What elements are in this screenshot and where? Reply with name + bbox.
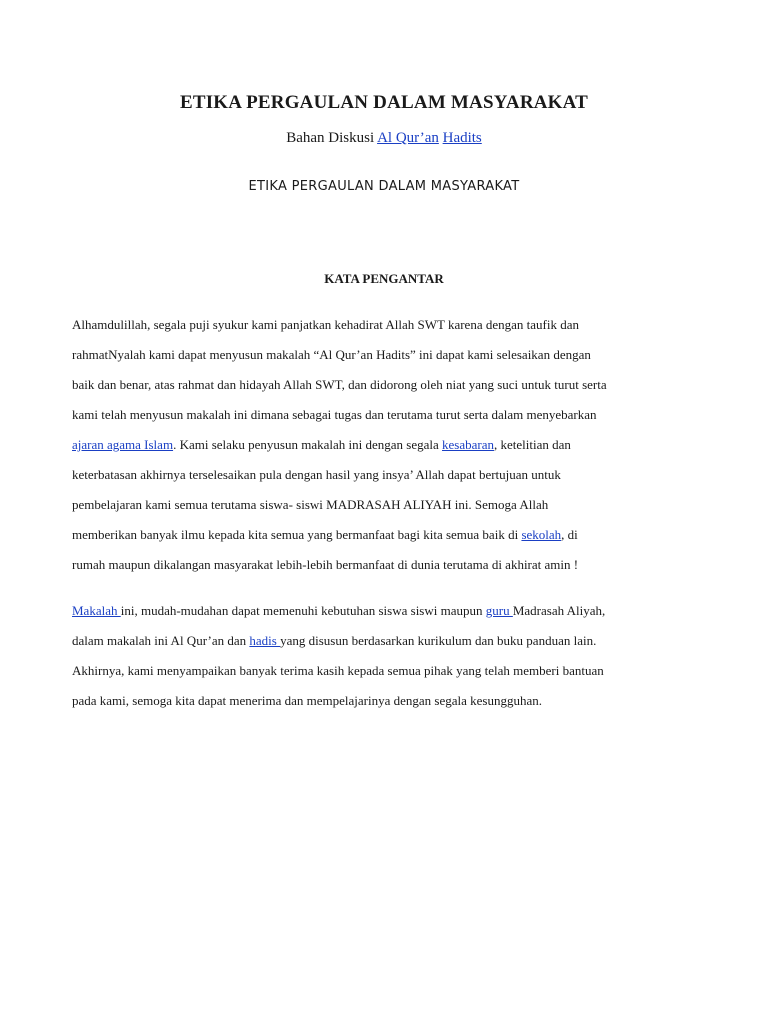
paragraph-2 bbox=[72, 596, 712, 716]
paragraph-text: , ketelitian dan bbox=[493, 437, 571, 452]
paragraph-line bbox=[72, 626, 712, 656]
paragraph-line: rumah maupun dikalangan masyarakat lebih-lebih bermanfaat di dunia terutama di akhirat amin ! bbox=[72, 557, 579, 572]
document-subtitle bbox=[0, 130, 768, 147]
link-hadits[interactable]: Hadits bbox=[442, 130, 482, 146]
paragraph-1 bbox=[72, 310, 712, 580]
paragraph-text: Madrasah Aliyah, bbox=[512, 603, 606, 618]
paragraph-line: kami telah menyusun makalah ini dimana sebagai tugas dan terutama turut serta dalam menyebarkan bbox=[72, 407, 597, 422]
link-hadis[interactable]: hadis bbox=[249, 633, 281, 648]
paragraph-line bbox=[72, 520, 712, 550]
link-ajaran-agama-islam[interactable]: ajaran agama Islam bbox=[72, 437, 174, 452]
paragraph-line bbox=[72, 430, 712, 460]
document-heading: ETIKA PERGAULAN DALAM MASYARAKAT bbox=[248, 179, 520, 194]
section-title-kata-pengantar: KATA PENGANTAR bbox=[324, 271, 444, 286]
paragraph-text: ini, mudah-mudahan dapat memenuhi kebutuhan siswa siswi maupun bbox=[120, 603, 486, 618]
paragraph-text: memberikan banyak ilmu kepada kita semua yang bermanfaat bagi kita semua baik di bbox=[72, 527, 522, 542]
paragraph-text: yang disusun berdasarkan kurikulum dan buku panduan lain. bbox=[280, 633, 597, 648]
link-kesabaran[interactable]: kesabaran bbox=[442, 437, 494, 452]
paragraph-line bbox=[72, 596, 712, 626]
document-title: ETIKA PERGAULAN DALAM MASYARAKAT bbox=[179, 92, 589, 113]
paragraph-line: baik dan benar, atas rahmat dan hidayah Allah SWT, dan didorong oleh niat yang suci untuk turut serta bbox=[72, 377, 607, 392]
paragraph-line: Alhamdulillah, segala puji syukur kami panjatkan kehadirat Allah SWT karena dengan taufik dan bbox=[72, 317, 579, 332]
paragraph-line: keterbatasan akhirnya terselesaikan pula dengan hasil yang insya’ Allah dapat bertujuan untuk bbox=[72, 467, 561, 482]
paragraph-line: pada kami, semoga kita dapat menerima dan mempelajarinya dengan segala kesungguhan. bbox=[72, 693, 542, 708]
paragraph-line: rahmatNyalah kami dapat menyusun makalah “Al Qur’an Hadits” ini dapat kami selesaikan dengan bbox=[72, 347, 591, 362]
paragraph-text: . Kami selaku penyusun makalah ini dengan segala bbox=[173, 437, 443, 452]
link-makalah[interactable]: Makalah bbox=[72, 603, 121, 618]
subtitle-prefix: Bahan Diskusi bbox=[286, 130, 378, 146]
paragraph-text: dalam makalah ini Al Qur’an dan bbox=[72, 633, 250, 648]
link-al-quran[interactable]: Al Qur’an bbox=[377, 130, 439, 146]
link-guru[interactable]: guru bbox=[485, 603, 513, 618]
link-sekolah[interactable]: sekolah bbox=[521, 527, 562, 542]
paragraph-line: Akhirnya, kami menyampaikan banyak terima kasih kepada semua pihak yang telah memberi bantuan bbox=[72, 663, 604, 678]
paragraph-line: pembelajaran kami semua terutama siswa- siswi MADRASAH ALIYAH ini. Semoga Allah bbox=[72, 497, 549, 512]
paragraph-text: , di bbox=[561, 527, 578, 542]
